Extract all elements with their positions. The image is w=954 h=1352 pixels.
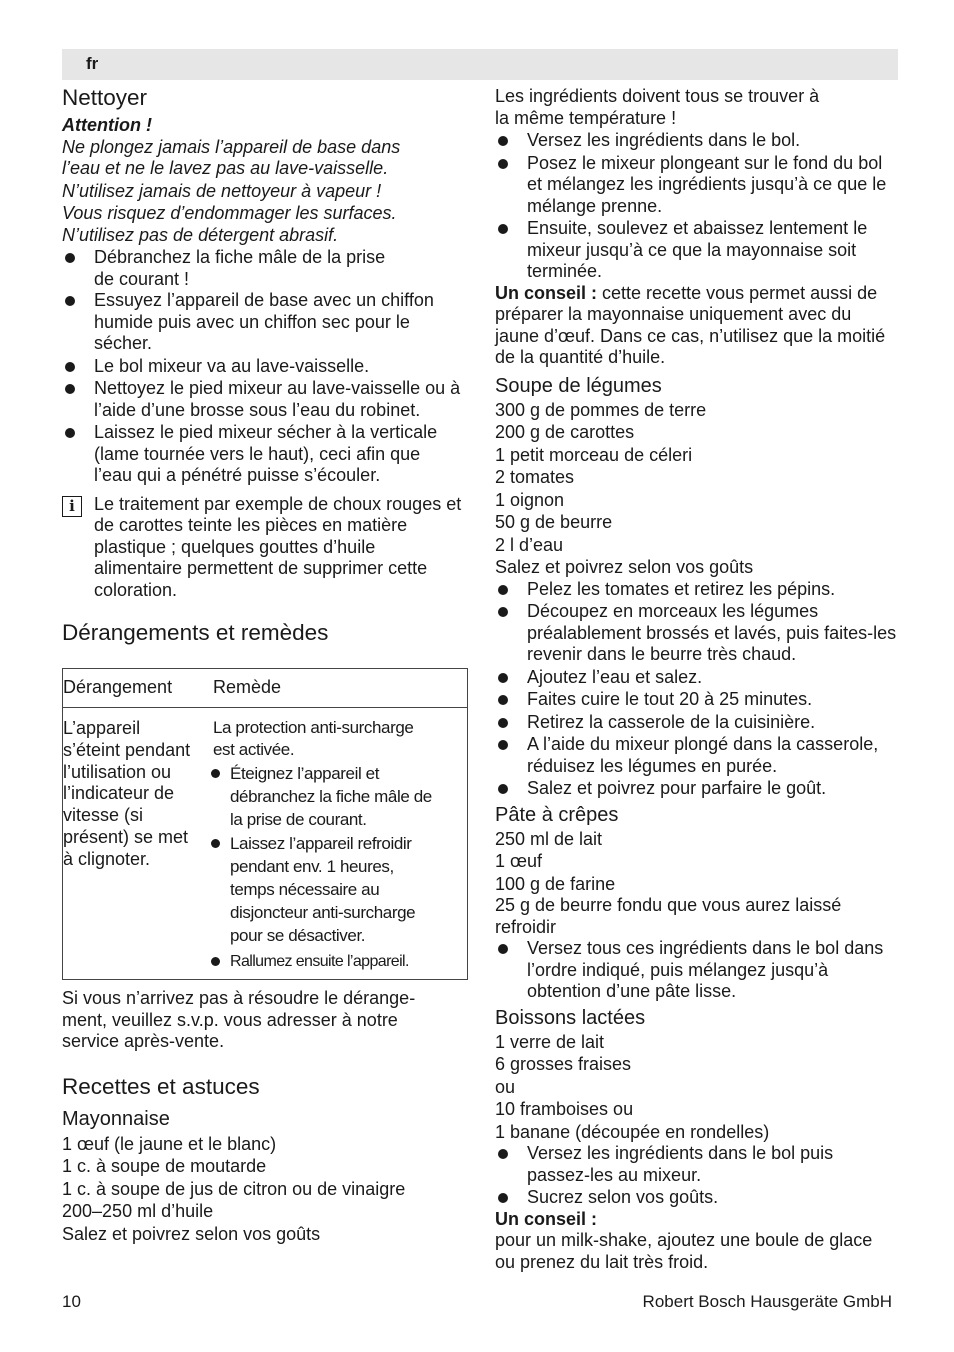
list-item: Versez les ingrédients dans le bol puis passez-les au mixeur.: [495, 1143, 857, 1186]
list-item: Ajoutez l’eau et salez.: [495, 667, 898, 689]
drinks-tip-text: pour un milk-shake, ajoutez une boule de glace ou prenez du lait très froid.: [495, 1230, 873, 1272]
ingredient: 200–250 ml d’huile: [62, 1201, 214, 1221]
crepes-title: Pâte à crêpes: [495, 803, 619, 826]
mayo-tip: [495, 283, 890, 369]
tip-label: Un conseil :: [495, 282, 598, 303]
list-item: Laissez le pied mixeur sécher à la verticale (lame tournée vers le haut), ceci afin que l’eau qui a pénétré puisse s’écouler.: [62, 422, 454, 487]
language-bar: [62, 49, 898, 80]
ingredient: 1 banane (découpée en rondelles): [495, 1121, 770, 1142]
list-item: Nettoyez le pied mixeur au lave-vaisselle ou à l’aide d’une brosse sous l’eau du robinet.: [62, 378, 468, 421]
warning-2: N’utilisez jamais de nettoyeur à vapeur !: [62, 180, 382, 201]
drinks-steps: [495, 1143, 898, 1209]
list-item: Sucrez selon vos goûts.: [495, 1187, 898, 1209]
trouble-table: [62, 668, 468, 980]
drinks-tip-label: Un conseil :: [495, 1208, 598, 1229]
clean-steps: [62, 247, 468, 487]
left-column: [62, 84, 468, 1245]
ingredient: 200 g de carottes: [495, 422, 635, 442]
ingredient: ou: [495, 1076, 516, 1097]
list-item: Essuyez l’appareil de base avec un chiffon humide puis avec un chiffon sec pour le sécher.: [62, 290, 454, 355]
crepes-ingredients: [495, 828, 898, 939]
language-code: fr: [86, 54, 99, 73]
ingredient: 6 grosses fraises: [495, 1054, 632, 1074]
mayo-steps: [495, 130, 898, 283]
ingredient: 1 c. à soupe de moutarde: [62, 1156, 267, 1176]
ingredient: 2 l d’eau: [495, 534, 564, 555]
col-header-remedy: [213, 669, 468, 708]
recipes-title: Recettes et astuces: [62, 1073, 260, 1099]
col-header-problem: [63, 669, 214, 708]
crepes-steps: [495, 938, 898, 1003]
warning-1: Ne plongez jamais l’appareil de base dans l’eau et ne le lavez pas au lave-vaisselle.: [62, 136, 401, 178]
tip-text: cette recette vous permet aussi de préparer la mayonnaise uniquement avec du jaune d’œuf. Dans ce cas, n’utilisez que la moitié de la quantité d’huile.: [495, 282, 886, 367]
drinks-title: Boissons lactées: [495, 1006, 646, 1029]
cause-text: La protection anti-surcharge est activée.: [213, 718, 414, 759]
list-item: Rallumez ensuite l’appareil.: [213, 950, 464, 973]
drinks-ingredients: [495, 1031, 898, 1144]
col-header-problem-label: Dérangement: [63, 677, 173, 697]
ingredient: 1 verre de lait: [495, 1031, 605, 1052]
list-item: Le bol mixeur va au lave-vaisselle.: [62, 356, 468, 378]
soup-title: Soupe de légumes: [495, 374, 662, 397]
trouble-note: Si vous n’arrivez pas à résoudre le dérange-ment, veuillez s.v.p. vous adresser à notre service après-vente.: [62, 988, 416, 1051]
list-item: Ensuite, soulevez et abaissez lentement le mixeur jusqu’à ce que la mayonnaise soit terminée.: [495, 218, 877, 283]
ingredient: 1 œuf: [495, 851, 543, 871]
right-column: [495, 86, 898, 1273]
list-item: Éteignez l’appareil et débranchez la fiche mâle de la prise de courant.: [213, 762, 435, 831]
problem-text: L’appareil s’éteint pendant l’utilisation ou l’indicateur de vitesse (si présent) se met à clignoter.: [63, 718, 191, 869]
ingredient: 250 ml de lait: [495, 828, 603, 849]
list-item: Versez les ingrédients dans le bol.: [495, 130, 898, 152]
ingredient: 1 œuf (le jaune et le blanc): [62, 1133, 277, 1154]
mayo-ingredients: [62, 1133, 468, 1246]
warning-3: Vous risquez d’endommager les surfaces. N’utilisez pas de détergent abrasif.: [62, 203, 397, 245]
list-item: Salez et poivrez pour parfaire le goût.: [495, 778, 898, 800]
remedy-list: [213, 762, 464, 973]
ingredient: 2 tomates: [495, 467, 575, 487]
list-item: Retirez la casserole de la cuisinière.: [495, 712, 898, 734]
ingredient: 1 petit morceau de céleri: [495, 444, 693, 465]
list-item: Pelez les tomates et retirez les pépins.: [495, 579, 898, 601]
ingredient: 300 g de pommes de terre: [495, 399, 707, 420]
ingredient: 50 g de beurre: [495, 512, 613, 532]
list-item: Découpez en morceaux les légumes préalablement brossés et lavés, puis faites-les revenir dans le beurre très chaud.: [495, 601, 898, 666]
ingredient: 1 oignon: [495, 489, 565, 510]
soup-steps: [495, 579, 898, 800]
ingredient: 10 framboises ou: [495, 1099, 634, 1119]
trouble-title: Dérangements et remèdes: [62, 620, 329, 645]
mayo-title: Mayonnaise: [62, 1107, 170, 1130]
list-item: Débranchez la fiche mâle de la prise de courant !: [62, 247, 394, 290]
info-text: Le traitement par exemple de choux rouges et de carottes teinte les pièces en matière plastique ; quelques gouttes d’huile alimentaire permettent de supprimer cette coloration.: [94, 493, 462, 600]
soup-ingredients: [495, 399, 898, 579]
attention-label: Attention !: [62, 115, 152, 135]
mayo-intro: Les ingrédients doivent tous se trouver à la même température !: [495, 86, 820, 128]
info-note: [62, 494, 468, 602]
clean-title: Nettoyer: [62, 85, 148, 110]
list-item: A l’aide du mixeur plongé dans la casserole, réduisez les légumes en purée.: [495, 734, 898, 777]
list-item: Posez le mixeur plongeant sur le fond du bol et mélangez les ingrédients jusqu’à ce que le mélange prenne.: [495, 153, 898, 218]
problem-cell: [63, 708, 214, 980]
info-icon: i: [62, 496, 82, 517]
ingredient: Salez et poivrez selon vos goûts: [62, 1223, 321, 1244]
page-number: 10: [62, 1292, 81, 1311]
ingredient: 1 c. à soupe de jus de citron ou de vinaigre: [62, 1178, 406, 1199]
ingredient: 100 g de farine: [495, 873, 616, 894]
remedy-cell: [213, 708, 468, 980]
list-item: Faites cuire le tout 20 à 25 minutes.: [495, 689, 898, 711]
footer-company: Robert Bosch Hausgeräte GmbH: [642, 1292, 892, 1311]
list-item: Laissez l’appareil refroidir pendant env. 1 heures, temps nécessaire au disjoncteur anti-surcharge pour se désactiver.: [213, 832, 442, 947]
list-item: Versez tous ces ingrédients dans le bol dans l’ordre indiqué, puis mélangez jusqu’à obtention d’une pâte lisse.: [495, 938, 898, 1003]
ingredient: 25 g de beurre fondu que vous aurez laissé refroidir: [495, 895, 842, 937]
col-header-remedy-label: Remède: [213, 677, 282, 697]
ingredient: Salez et poivrez selon vos goûts: [495, 557, 754, 577]
